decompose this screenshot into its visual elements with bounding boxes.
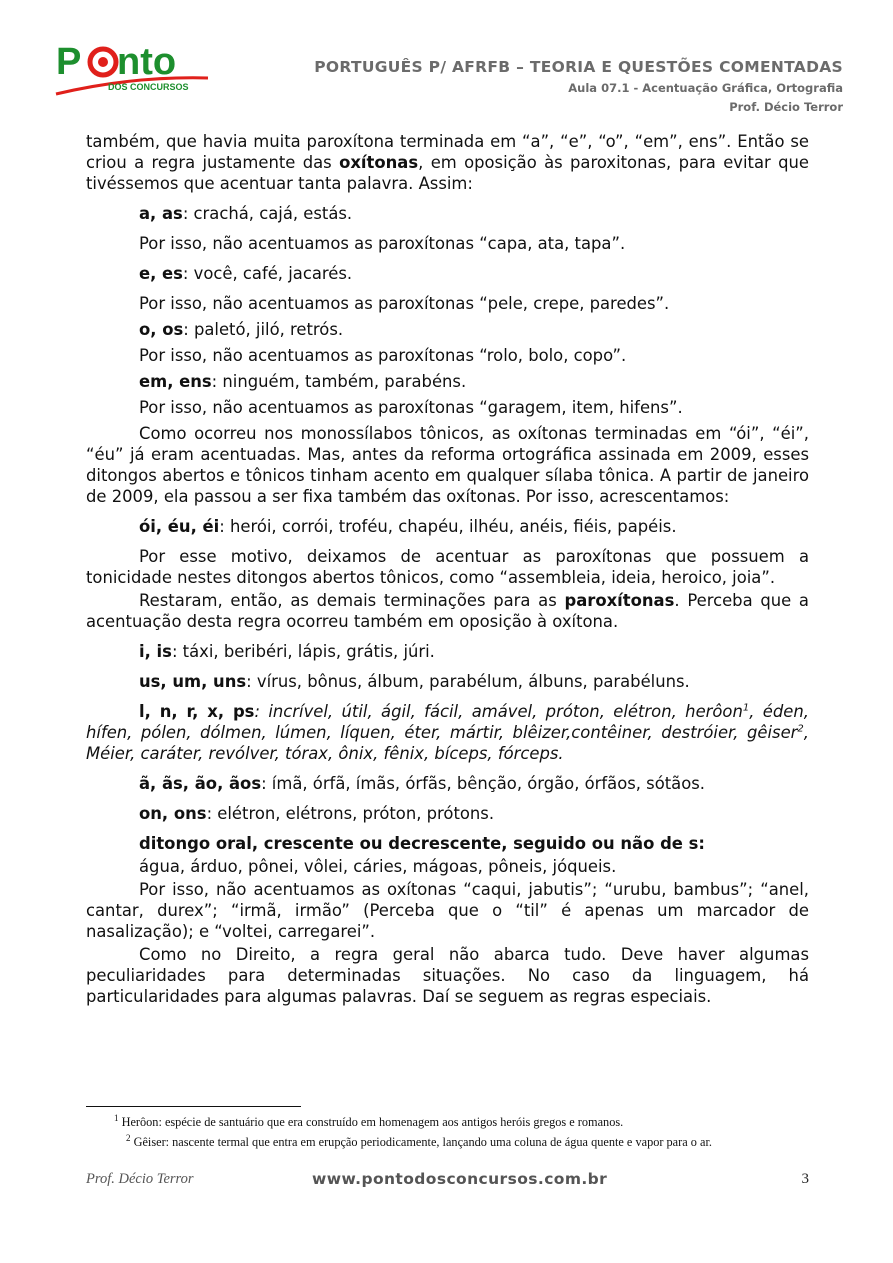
- paragraph-motivo: Por esse motivo, deixamos de acentuar as paroxítonas que possuem a tonicidade nestes ditongos abertos tônicos, como “assembleia, ideia, heroico, joia”.: [86, 547, 809, 587]
- logo-tagline: DOS CONCURSOS: [108, 82, 189, 92]
- rule-paroxitona-a: ã, ãs, ão, ãos: ímã, órfã, ímãs, órfãs, bênção, órgão, órfãos, sótãos.: [139, 774, 706, 793]
- footnote-divider: [86, 1106, 301, 1107]
- header-subtitle: Aula 07.1 - Acentuação Gráfica, Ortografia: [568, 81, 843, 95]
- paragraph-ditongos: Como ocorreu nos monossílabos tônicos, as oxítonas terminadas em “ói”, “éi”, “éu” já eram acentuadas. Mas, antes da reforma ortográfica assinada em 2009, esses ditongos abertos e tônicos tinham acento em qualquer sílaba tônica. A partir de janeiro de 2009, ela passou a ser fixa também das oxítonas. Por isso, acrescentamos:: [86, 424, 809, 506]
- note-oxitona-em: Por isso, não acentuamos as paroxítonas “garagem, item, hifens”.: [139, 398, 683, 417]
- footer-author: Prof. Décio Terror: [86, 1171, 194, 1187]
- rule-paroxitona-l: l, n, r, x, ps: incrível, útil, ágil, fácil, amável, próton, elétron, herôon$^1$, éden, hífen, pólen, dólmen, lúmen, líquen, éter, mártir, blêizer,contêiner, destróier, gêiser$^2$, Méier, caráter, revólver, tórax, ônix, fênix, bíceps, fórceps.: [86, 702, 809, 763]
- paragraph-oxitonas-nao: Por isso, não acentuamos as oxítonas “caqui, jabutis”; “urubu, bambus”; “anel, cantar, durex”; “irmã, irmão” (Perceba que o “til” é apenas um marcador de nasalização); e “voltei, carregarei”.: [86, 880, 809, 941]
- page-body: [86, 131, 809, 1007]
- rule-paroxitona-us: us, um, uns: vírus, bônus, álbum, parabélum, álbuns, parabéluns.: [139, 672, 690, 691]
- rule-oxitona-a: a, as: crachá, cajá, estás.: [139, 204, 353, 223]
- note-oxitona-e: Por isso, não acentuamos as paroxítonas “pele, crepe, paredes”.: [139, 294, 670, 313]
- footer-site-link[interactable]: www.pontodosconcursos.com.br: [312, 1170, 608, 1188]
- paragraph-direito: Como no Direito, a regra geral não abarca tudo. Deve haver algumas peculiaridades para determinadas situações. No caso da linguagem, há particularidades para algumas palavras. Daí se seguem as regras especiais.: [86, 945, 809, 1006]
- rule-ditongo-oral: ditongo oral, crescente ou decrescente, seguido ou não de s:: [139, 834, 705, 853]
- rule-paroxitona-on: on, ons: elétron, elétrons, próton, prótons.: [139, 804, 495, 823]
- rule-oxitona-e: e, es: você, café, jacarés.: [139, 264, 353, 283]
- rule-oxitona-o: o, os: paletó, jiló, retrós.: [139, 320, 344, 339]
- svg-text:nto: nto: [117, 41, 177, 83]
- rule-paroxitona-i: i, is: táxi, beribéri, lápis, grátis, júri.: [139, 642, 435, 661]
- rule-ditongos-abertos: ói, éu, éi: herói, corrói, troféu, chapéu, ilhéu, anéis, fiéis, papéis.: [139, 517, 677, 536]
- note-oxitona-a: Por isso, não acentuamos as paroxítonas “capa, ata, tapa”.: [139, 234, 626, 253]
- header-professor: Prof. Décio Terror: [729, 100, 843, 114]
- header-title: PORTUGUÊS P/ AFRFB – TEORIA E QUESTÕES COMENTADAS: [314, 58, 843, 76]
- paragraph-intro: também, que havia muita paroxítona terminada em “a”, “e”, “o”, “em”, ens”. Então se criou a regra justamente das oxítonas, em oposição às paroxitonas, para evitar que tivéssemos que acentuar tanta palavra. Assim:: [86, 132, 809, 193]
- words-ditongo-oral: água, árduo, pônei, vôlei, cáries, mágoas, pôneis, jóqueis.: [139, 857, 617, 876]
- page-number: 3: [801, 1171, 809, 1187]
- footnote-2: $^2$ Gêiser: nascente termal que entra em erupção periodicamente, lançando uma coluna de água quente e vapor para o ar.: [126, 1132, 712, 1149]
- note-oxitona-o: Por isso, não acentuamos as paroxítonas “rolo, bolo, copo”.: [139, 346, 627, 365]
- rule-oxitona-em: em, ens: ninguém, também, parabéns.: [139, 372, 467, 391]
- logo: [52, 38, 214, 102]
- paragraph-paroxitonas: Restaram, então, as demais terminações para as paroxítonas. Perceba que a acentuação desta regra ocorreu também em oposição à oxítona.: [86, 591, 809, 631]
- ponto-logo-icon: [52, 38, 214, 102]
- svg-text:P: P: [56, 41, 82, 83]
- footnote-1: $^1$ Herôon: espécie de santuário que era construído em homenagem aos antigos heróis gregos e romanos.: [114, 1112, 624, 1129]
